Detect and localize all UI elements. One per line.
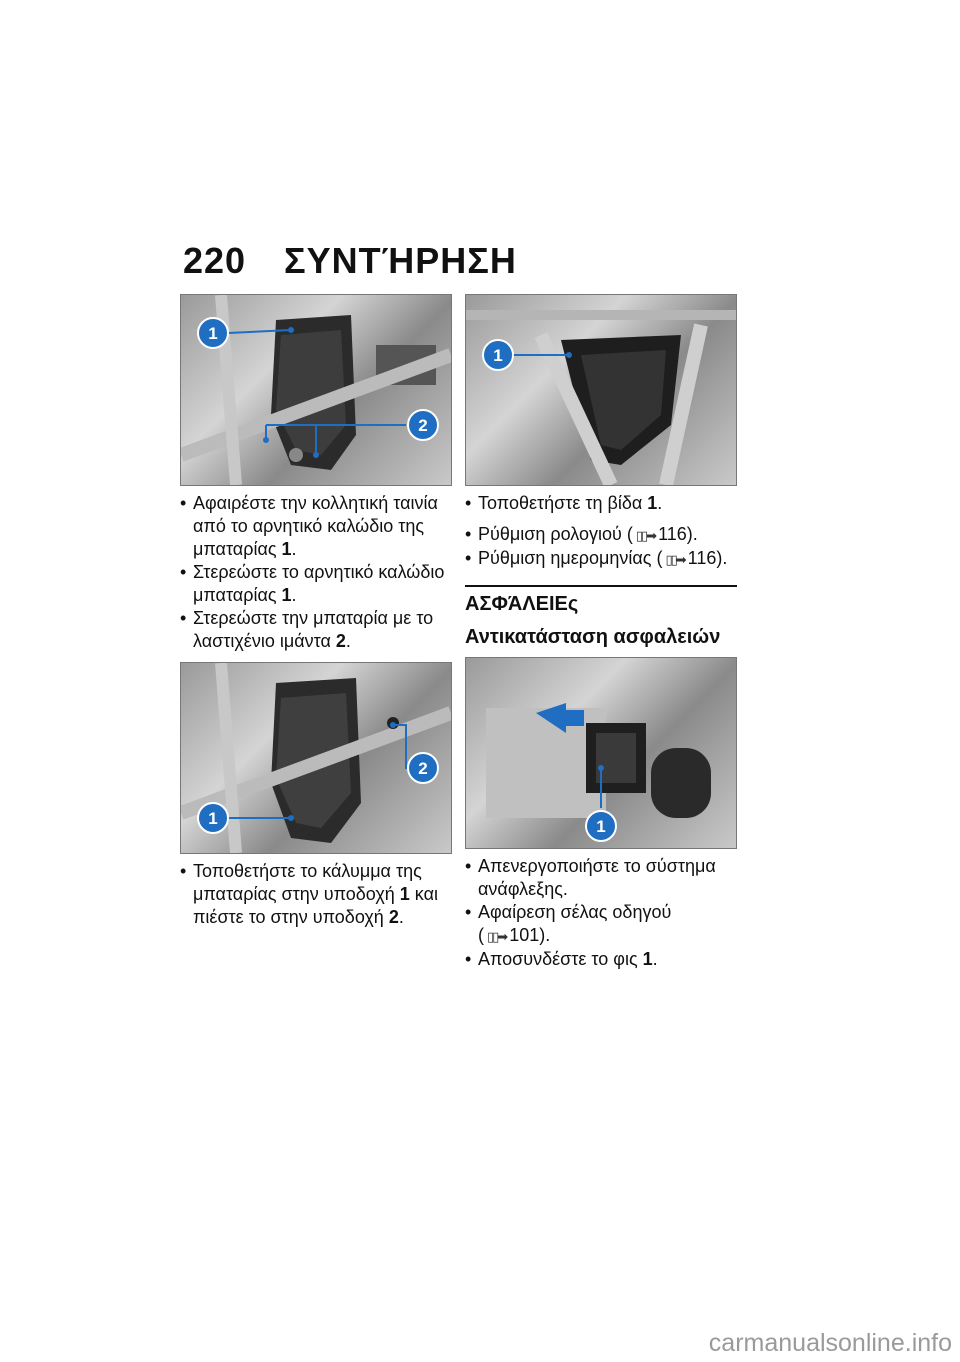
svg-text:2: 2 — [418, 416, 428, 435]
list-item: • Αφαίρεση σέλας οδηγού ( ▯▯➡ 101). — [465, 901, 737, 948]
list-item: • Αποσυνδέστε το φις 1. — [465, 948, 737, 971]
svg-text:2: 2 — [418, 759, 428, 778]
svg-text:1: 1 — [596, 817, 606, 836]
page-arrow-icon: ▯▯➡ — [635, 528, 656, 543]
subsection-title: Αντικατάσταση ασφαλειών — [465, 626, 721, 648]
page-arrow-icon: ▯▯➡ — [487, 929, 507, 944]
list-item: • Ρύθμιση ημερομηνίας ( ▯▯➡ 116). — [465, 547, 737, 571]
callout-badge — [586, 811, 616, 841]
section-divider — [465, 585, 737, 587]
list-item: • Αφαιρέστε την κολλητική ταινία από το αρνητικό καλώδιο της μπαταρίας 1. — [180, 492, 452, 561]
section-title: ΑΣΦΆΛΕΙΕς — [465, 593, 579, 615]
callout-badge — [408, 410, 438, 440]
list-item: • Τοποθετήστε τη βίδα 1. — [465, 492, 737, 515]
bullet-list — [465, 855, 737, 971]
callout-badge — [198, 803, 228, 833]
svg-text:1: 1 — [493, 346, 503, 365]
watermark: carmanualsonline.info — [708, 1329, 952, 1357]
page-header — [183, 240, 517, 282]
svg-text:1: 1 — [208, 324, 218, 343]
battery-photo-1 — [180, 294, 452, 486]
callout-badge — [483, 340, 513, 370]
bullet-list — [180, 860, 452, 929]
list-item: • Απενεργοποιήστε το σύστημα ανάφλεξης. — [465, 855, 737, 901]
chapter-title: ΣΥΝΤΉΡΗΣΗ — [284, 240, 517, 281]
page-number: 220 — [183, 240, 247, 281]
callout-badge — [198, 318, 228, 348]
bullet-list — [465, 492, 737, 515]
right-column — [465, 294, 737, 971]
list-item: • Στερεώστε την μπαταρία με το λαστιχένιο ιμάντα 2. — [180, 607, 452, 653]
list-item: • Τοποθετήστε το κάλυμμα της μπαταρίας στην υποδοχή 1 και πιέστε το στην υποδοχή 2. — [180, 860, 452, 929]
cover-screw-photo — [465, 294, 737, 486]
bullet-list — [180, 492, 452, 653]
list-item: • Ρύθμιση ρολογιού ( ▯▯➡ 116). — [465, 523, 737, 547]
fuse-photo — [465, 657, 737, 849]
left-column — [180, 294, 452, 653]
callout-badge — [408, 753, 438, 783]
list-item: • Στερεώστε το αρνητικό καλώδιο μπαταρίας 1. — [180, 561, 452, 607]
page-arrow-icon: ▯▯➡ — [665, 552, 685, 567]
left-column-lower — [180, 662, 452, 929]
svg-text:1: 1 — [208, 809, 218, 828]
bullet-list — [465, 523, 737, 571]
battery-photo-2 — [180, 662, 452, 854]
